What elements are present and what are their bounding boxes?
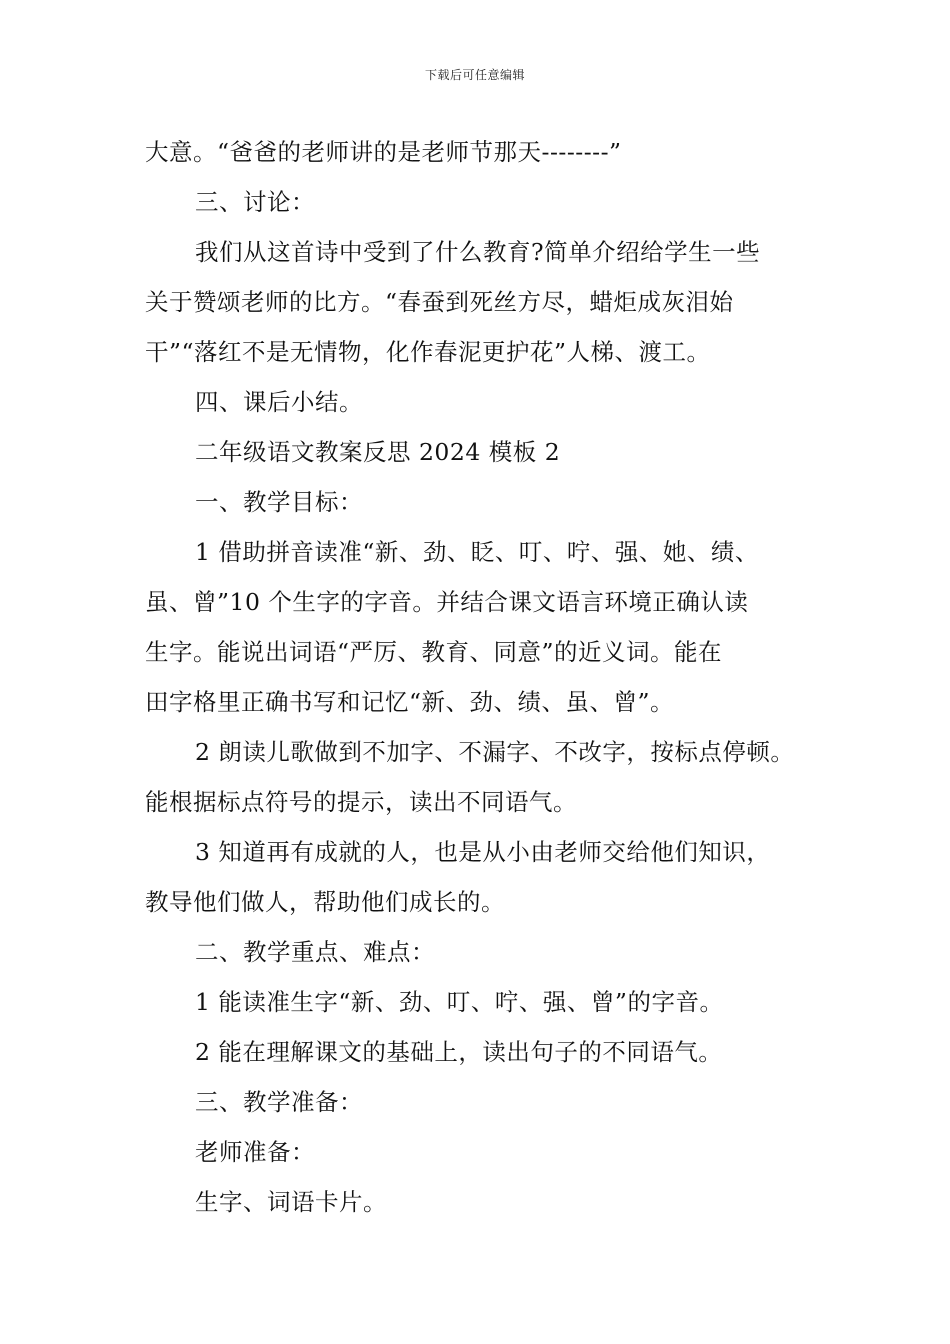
- text-line: 1 借助拼音读准“新、劲、眨、叮、咛、强、她、绩、: [195, 538, 759, 566]
- text-line: 生字。能说出词语“严厉、教育、同意”的近义词。能在: [145, 638, 723, 666]
- text-line: 3 知道再有成就的人，也是从小由老师交给他们知识，: [195, 838, 771, 866]
- text-line: 大意。“爸爸的老师讲的是老师节那天--------”: [145, 138, 622, 166]
- text-line: 老师准备：: [195, 1138, 315, 1166]
- document-body: [145, 127, 810, 1227]
- text-line: 一、教学目标：: [195, 488, 363, 516]
- text-line: 三、教学准备：: [195, 1088, 363, 1116]
- text-line: 教导他们做人，帮助他们成长的。: [145, 888, 505, 916]
- text-line: 二、教学重点、难点：: [195, 938, 435, 966]
- text-line: 四、课后小结。: [195, 388, 363, 416]
- text-line: 关于赞颂老师的比方。“春蚕到死丝方尽，蜡炬成灰泪始: [145, 288, 734, 316]
- page-header: 下载后可任意编辑: [424, 68, 525, 82]
- text-line: 我们从这首诗中受到了什么教育?简单介绍给学生一些: [195, 238, 761, 266]
- text-line: 虽、曾”10 个生字的字音。并结合课文语言环境正确认读: [145, 588, 749, 616]
- text-line: 生字、词语卡片。: [195, 1188, 387, 1216]
- text-line: 2 朗读儿歌做到不加字、不漏字、不改字，按标点停顿。: [195, 738, 795, 766]
- text-line: 二年级语文教案反思 2024 模板 2: [195, 438, 561, 466]
- text-line: 能根据标点符号的提示，读出不同语气。: [145, 788, 577, 816]
- text-line: 干”“落红不是无情物，化作春泥更护花”人梯、渡工。: [145, 338, 711, 366]
- text-line: 1 能读准生字“新、劲、叮、咛、强、曾”的字音。: [195, 988, 724, 1016]
- text-line: 2 能在理解课文的基础上，读出句子的不同语气。: [195, 1038, 723, 1066]
- text-line: 三、讨论：: [195, 188, 315, 216]
- text-line: 田字格里正确书写和记忆“新、劲、绩、虽、曾”。: [145, 688, 675, 716]
